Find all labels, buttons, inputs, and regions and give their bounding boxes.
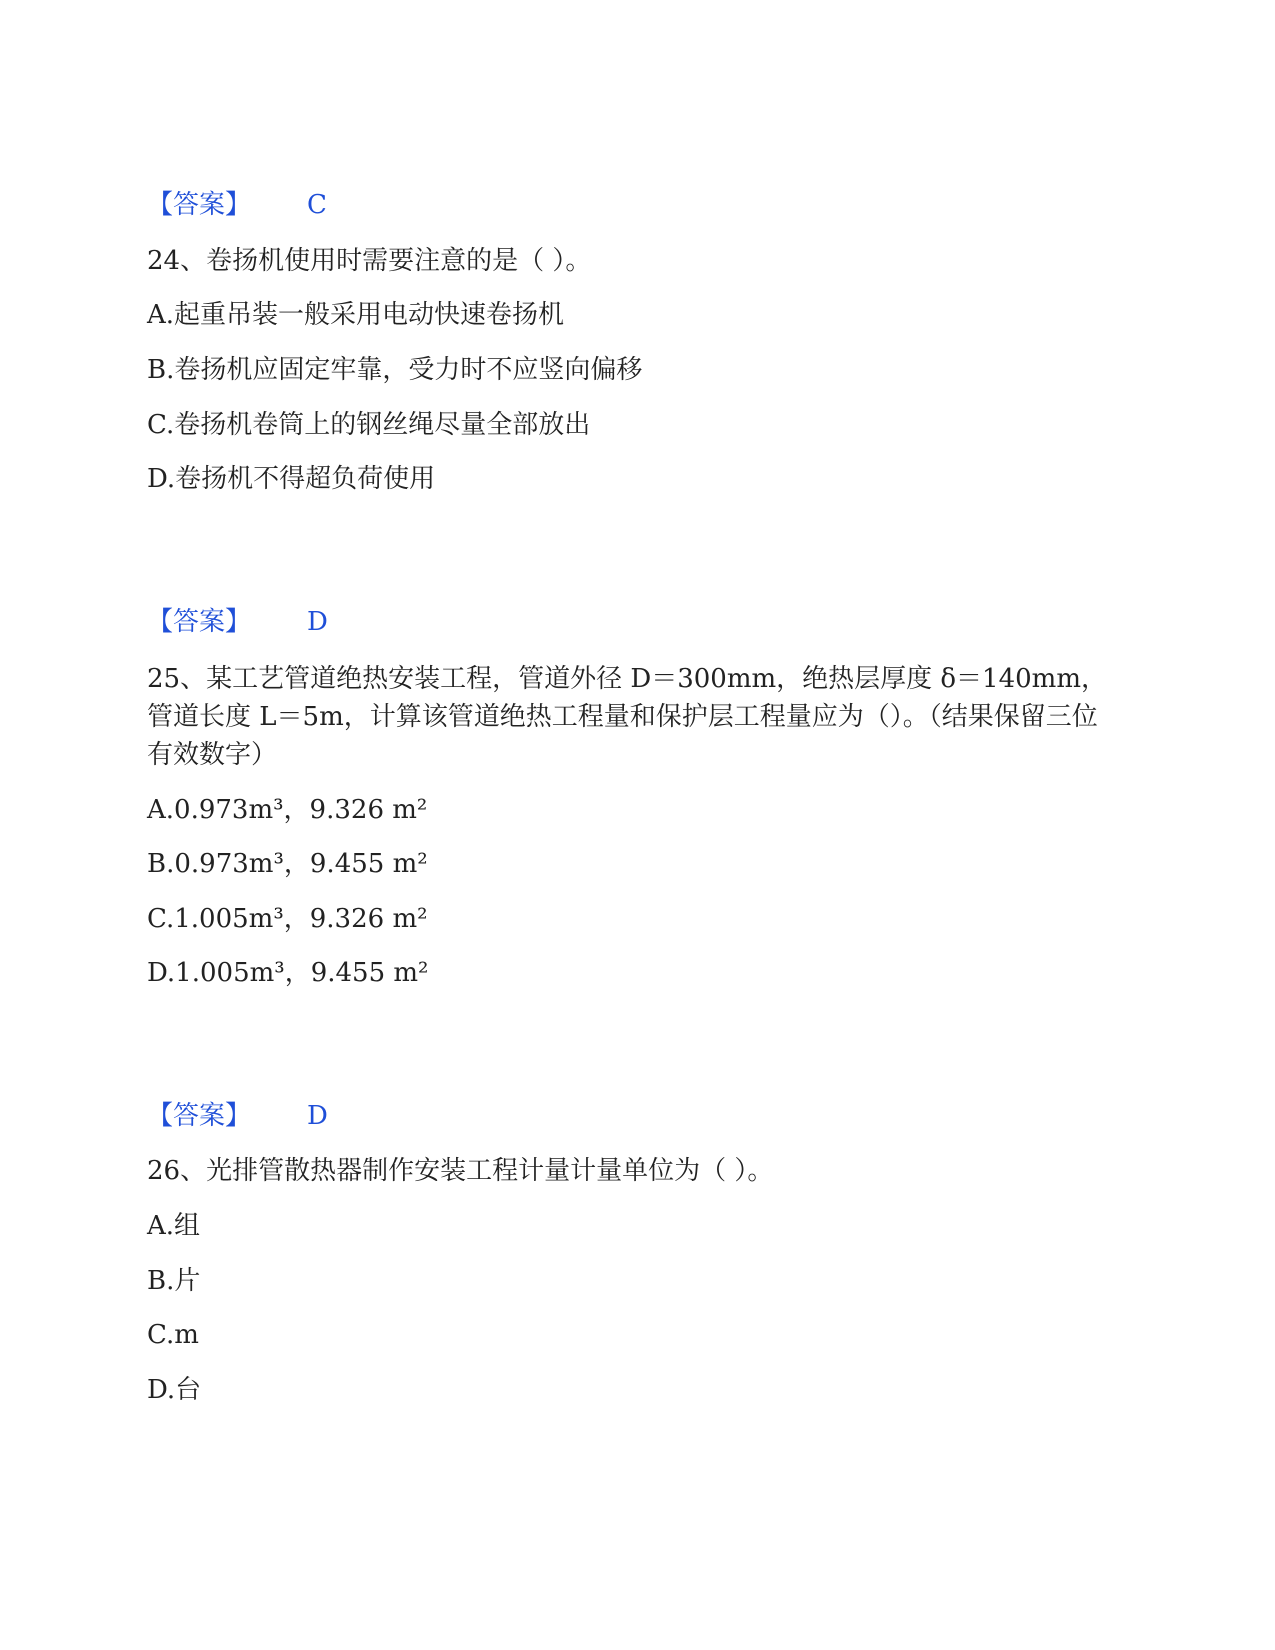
answer-label: 【答案】 [147,1101,252,1131]
question-24-option-d: D.卷扬机不得超负荷使用 [147,464,436,494]
answer-value: D [307,607,328,637]
question-24-option-b: B.卷扬机应固定牢靠，受力时不应竖向偏移 [147,355,643,385]
answer-line [147,607,328,637]
question-25-text: 25、某工艺管道绝热安装工程，管道外径 D＝300mm，绝热层厚度 δ＝140mm，管道长度 L＝5m，计算该管道绝热工程量和保护层工程量应为（）。（结果保留三位有效数字） [147,664,1107,770]
question-25-option-a: A.0.973m³，9.326 m² [147,795,428,825]
question-26-option-b: B.片 [147,1266,201,1296]
question-24-option-c: C.卷扬机卷筒上的钢丝绳尽量全部放出 [147,410,591,440]
question-25-option-c: C.1.005m³，9.326 m² [147,904,428,934]
question-24-option-a: A.起重吊装一般采用电动快速卷扬机 [147,300,565,330]
question-26-option-a: A.组 [147,1211,201,1241]
question-26-option-d: D.台 [147,1375,202,1405]
answer-label: 【答案】 [147,190,252,220]
question-24-text: 24、卷扬机使用时需要注意的是（ ）。 [147,246,592,276]
question-25-option-b: B.0.973m³，9.455 m² [147,849,428,879]
answer-label: 【答案】 [147,607,252,637]
answer-line [147,1101,328,1131]
question-26-text: 26、光排管散热器制作安装工程计量计量单位为（ ）。 [147,1156,774,1186]
question-26-option-c: C.m [147,1320,199,1350]
answer-line [147,190,327,220]
answer-value: D [307,1101,328,1131]
answer-value: C [307,190,327,220]
question-25-option-d: D.1.005m³，9.455 m² [147,958,429,988]
